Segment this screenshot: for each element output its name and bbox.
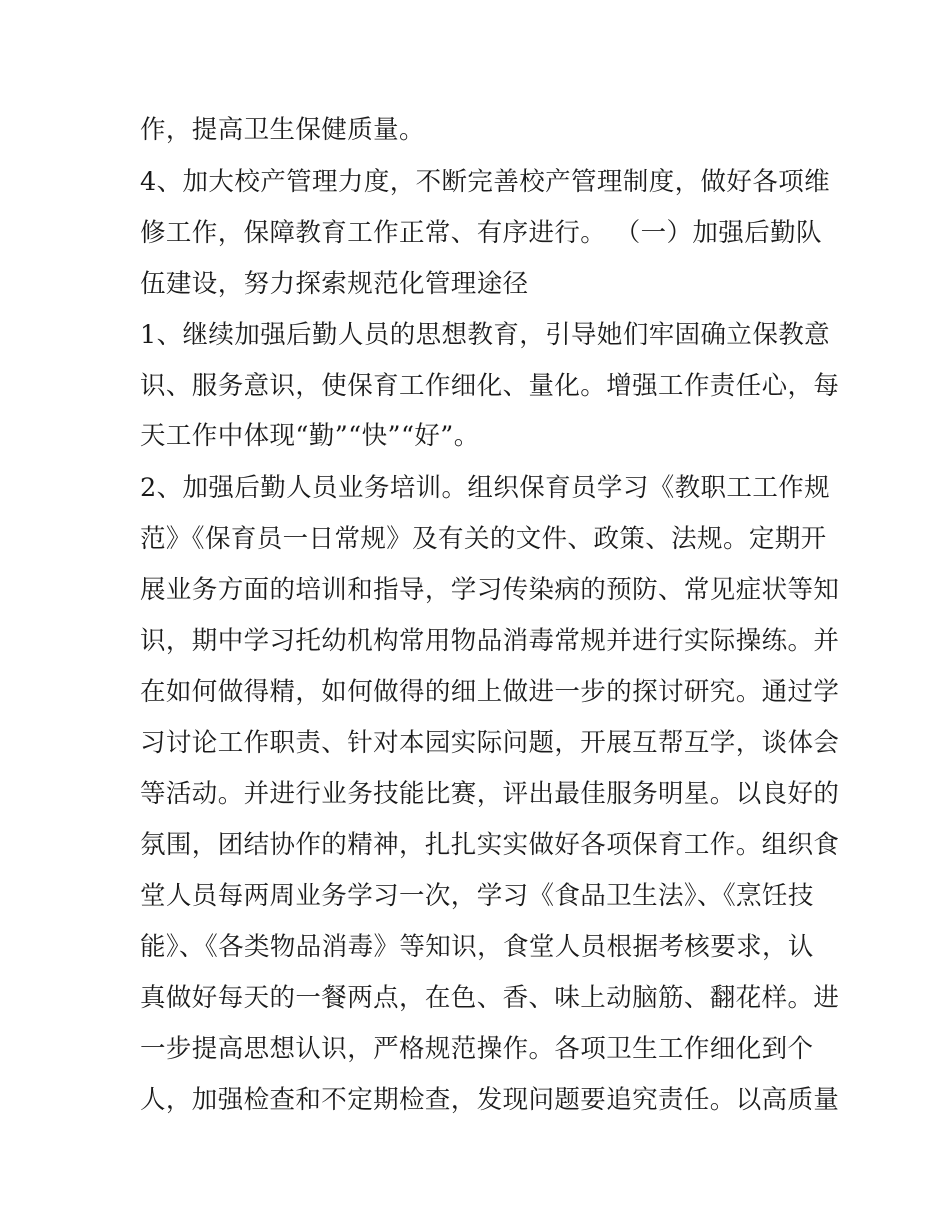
text-line-19: 一步提高思想认识，严格规范操作。各项卫生工作细化到个: [140, 1034, 814, 1064]
text-line-6: 识、服务意识，使保育工作细化、量化。增强工作责任心，每: [140, 371, 840, 401]
text-line-1: 作，提高卫生保健质量。: [140, 115, 425, 145]
text-line-8: 2、加强后勤人员业务培训。组织保育员学习《教职工工作规: [140, 473, 831, 503]
text-line-15: 氛围，团结协作的精神，扎扎实实做好各项保育工作。组织食: [140, 830, 840, 860]
text-line-12: 在如何做得精，如何做得的细上做进一步的探讨研究。通过学: [140, 677, 840, 707]
text-line-3: 修工作，保障教育工作正常、有序进行。 （一）加强后勤队: [140, 218, 822, 248]
text-line-11: 识，期中学习托幼机构常用物品消毒常规并进行实际操练。并: [140, 626, 840, 656]
text-line-5: 1、继续加强后勤人员的思想教育，引导她们牢固确立保教意: [140, 320, 831, 350]
text-line-18: 真做好每天的一餐两点，在色、香、味上动脑筋、翻花样。进: [140, 983, 840, 1013]
text-line-17: 能》、《各类物品消毒》等知识，食堂人员根据考核要求，认: [140, 932, 814, 962]
text-line-16: 堂人员每两周业务学习一次，学习《食品卫生法》、《烹饪技: [140, 881, 814, 911]
text-line-2: 4、加大校产管理力度，不断完善校产管理制度，做好各项维: [140, 167, 831, 197]
text-line-9: 范》《保育员一日常规》及有关的文件、政策、法规。定期开: [140, 524, 827, 554]
text-line-10: 展业务方面的培训和指导，学习传染病的预防、常见症状等知: [140, 575, 840, 605]
text-line-20: 人，加强检查和不定期检查，发现问题要追究责任。以高质量: [140, 1085, 840, 1115]
text-line-13: 习讨论工作职责、针对本园实际问题，开展互帮互学，谈体会: [140, 728, 840, 758]
text-line-4: 伍建设，努力探索规范化管理途径: [140, 269, 529, 299]
text-line-14: 等活动。并进行业务技能比赛，评出最佳服务明星。以良好的: [140, 779, 840, 809]
text-line-7: 天工作中体现“勤”“快”“好”。: [140, 421, 480, 451]
